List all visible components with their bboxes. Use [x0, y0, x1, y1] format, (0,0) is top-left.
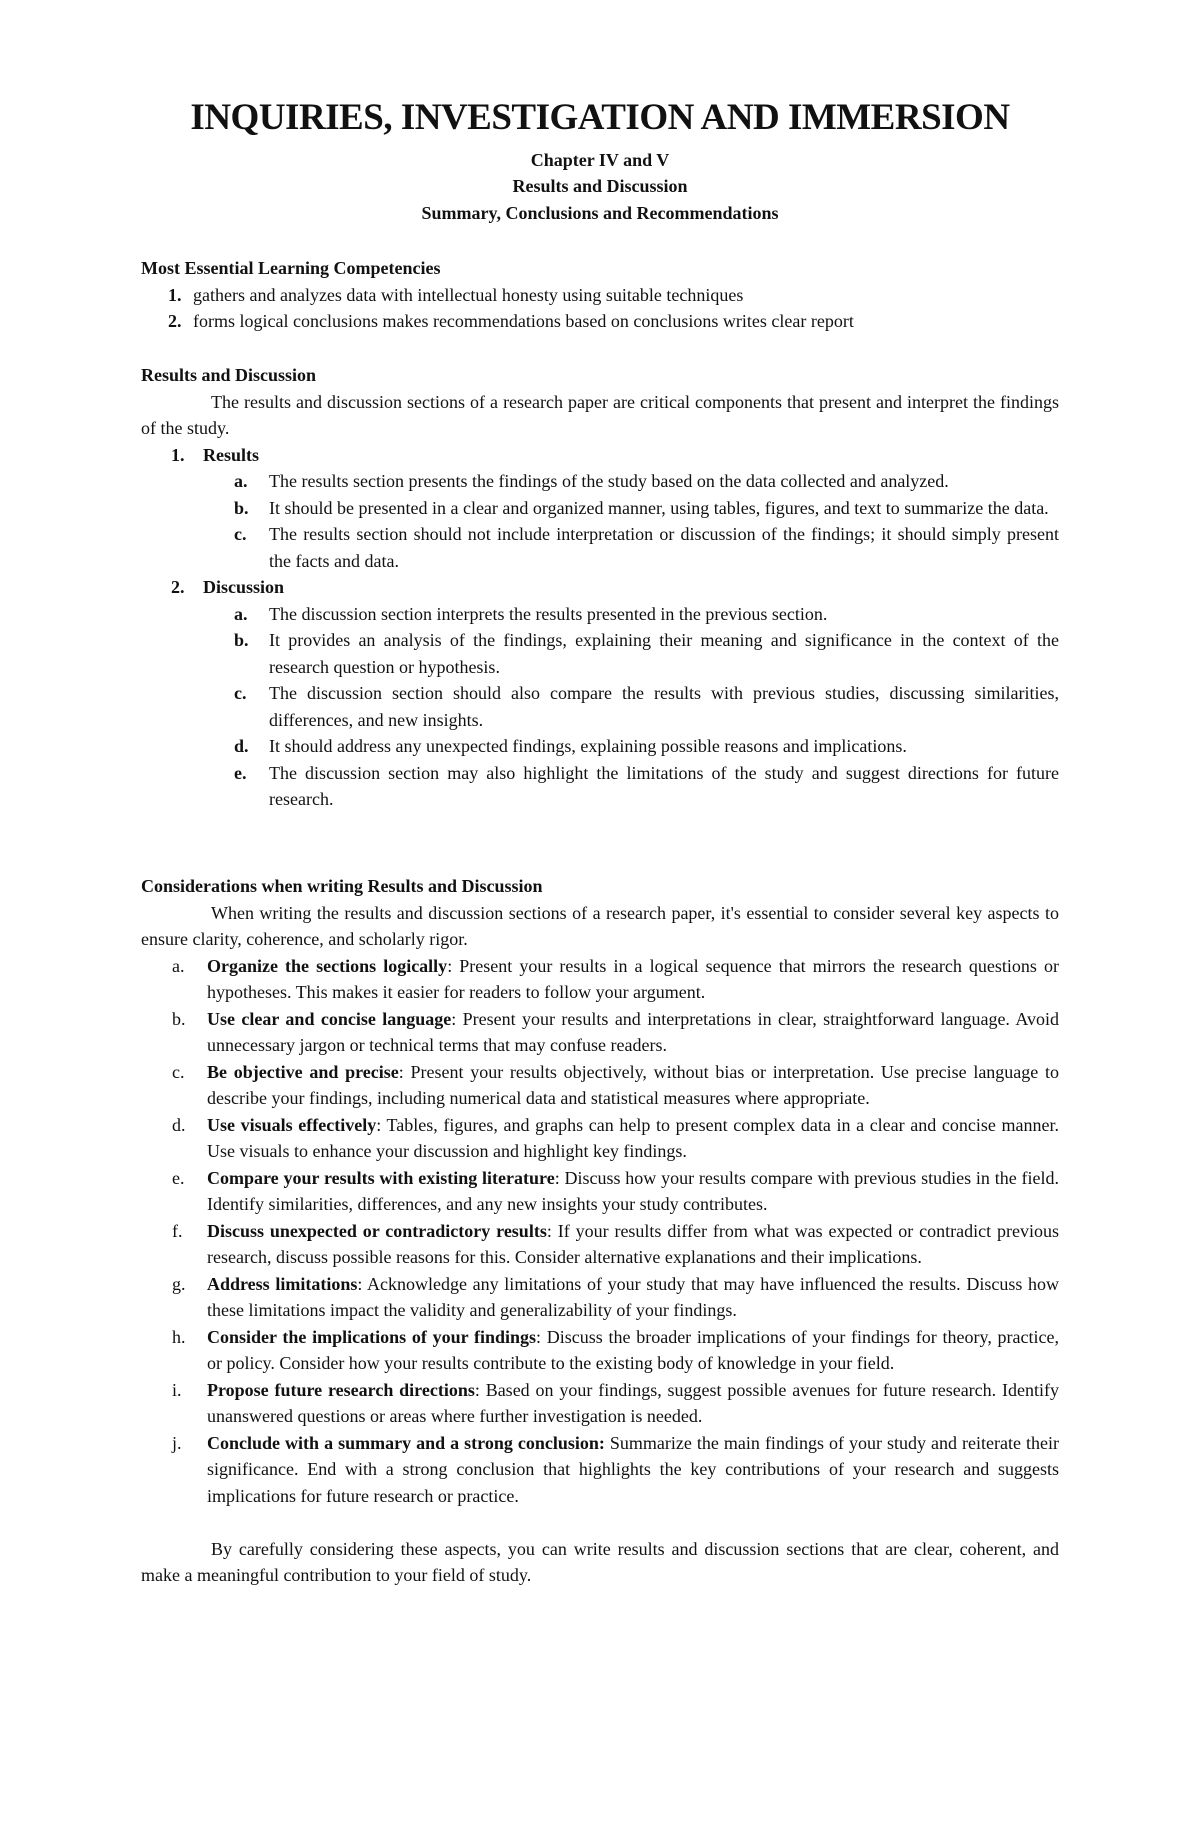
item-letter: f. [172, 1220, 183, 1241]
section-number: 2. [171, 577, 185, 597]
discussion-items [203, 601, 1059, 813]
list-item [141, 1059, 1059, 1112]
item-body: : Discuss the broader implications of your findings for theory, practice, or policy. Consider how your results contribute to the existing body of knowledge in your field. [207, 1326, 1059, 1373]
considerations-intro: When writing the results and discussion sections of a research paper, it's essential to consider several key aspects to ensure clarity, coherence, and scholarly rigor. [141, 902, 1059, 949]
item-text: It provides an analysis of the findings, explaining their meaning and significance in the context of the research question or hypothesis. [269, 630, 1059, 677]
chapter-subtitle: Chapter IV and V [530, 150, 670, 170]
list-item [203, 601, 1059, 628]
competency-text: gathers and analyzes data with intellectual honesty using suitable techniques [193, 284, 744, 305]
list-item [141, 1165, 1059, 1218]
item-heading: Consider the implications of your findings [207, 1326, 537, 1347]
item-text [207, 1377, 1059, 1430]
item-heading: Use clear and concise language [207, 1008, 452, 1029]
list-item [141, 1218, 1059, 1271]
list-item [203, 627, 1059, 680]
considerations-heading: Considerations when writing Results and Discussion [141, 876, 543, 896]
section-title-discussion [141, 574, 1059, 601]
results-discussion-heading: Results and Discussion [141, 365, 317, 385]
competency-text: forms logical conclusions makes recommendations based on conclusions writes clear report [193, 311, 854, 331]
item-text: It should be presented in a clear and organized manner, using tables, figures, and text to summarize the data. [269, 497, 1049, 518]
closing-paragraph: By carefully considering these aspects, you can write results and discussion sections that are clear, coherent, and make a meaningful contribution to your field of study. [141, 1538, 1059, 1585]
results-discussion-intro: The results and discussion sections of a research paper are critical components that present and interpret the findings of the study. [141, 391, 1059, 438]
item-letter: a. [172, 955, 185, 976]
item-letter: b. [172, 1008, 186, 1029]
item-text: The discussion section may also highlight the limitations of the study and suggest directions for future research. [269, 762, 1059, 809]
item-letter: j. [172, 1432, 182, 1453]
competency-number: 2. [168, 311, 182, 331]
item-body: Summarize the main findings of your study and reiterate their significance. End with a strong conclusion that highlights the key contributions of your research and suggests implications for future research or practice. [207, 1432, 1060, 1506]
item-heading: Discuss unexpected or contradictory results [207, 1220, 547, 1241]
item-text: The discussion section interprets the results presented in the previous section. [269, 603, 828, 624]
section-number: 1. [171, 444, 185, 465]
list-item [141, 953, 1059, 1006]
item-letter: b. [234, 497, 249, 518]
item-body: : Discuss how your results compare with previous studies in the field. Identify similarities, differences, and any new insights your study contributes. [207, 1167, 1059, 1214]
item-letter: d. [172, 1114, 186, 1135]
results-discussion-section [141, 362, 1059, 813]
item-text [207, 1059, 1059, 1112]
item-body: : Based on your findings, suggest possible avenues for future research. Identify unanswered questions or areas where further investigation is needed. [207, 1379, 1059, 1426]
item-text [207, 1324, 1059, 1377]
item-body: : Present your results and interpretations in clear, straightforward language. Avoid unnecessary jargon or technical terms that may confuse readers. [207, 1008, 1060, 1055]
summary-subtitle: Summary, Conclusions and Recommendations [421, 203, 779, 223]
item-text [207, 1112, 1059, 1165]
list-item [141, 1271, 1059, 1324]
item-letter: c. [172, 1061, 185, 1082]
list-item [203, 521, 1059, 574]
item-heading: Be objective and precise [207, 1061, 399, 1082]
section-title-results [141, 442, 1059, 469]
item-letter: e. [234, 762, 247, 783]
item-heading: Propose future research directions [207, 1379, 475, 1400]
list-item [203, 468, 1059, 495]
item-text [207, 1218, 1059, 1271]
item-letter: i. [172, 1379, 182, 1400]
list-item [203, 680, 1059, 733]
item-letter: a. [234, 471, 248, 491]
item-letter: g. [172, 1273, 186, 1294]
section-title: Discussion [203, 577, 285, 597]
item-letter: h. [172, 1326, 186, 1347]
list-item [141, 1324, 1059, 1377]
section-title: Results [203, 444, 260, 465]
item-text [207, 1165, 1059, 1218]
item-text [207, 1430, 1059, 1510]
item-body: : Present your results in a logical sequence that mirrors the research questions or hypotheses. This makes it easier for readers to follow your argument. [207, 955, 1059, 1002]
item-letter: e. [172, 1167, 185, 1188]
item-text: The results section presents the findings of the study based on the data collected and analyzed. [269, 471, 949, 491]
list-item [203, 495, 1059, 522]
spacer [141, 1509, 1059, 1536]
results-subtitle: Results and Discussion [512, 176, 688, 196]
item-letter: d. [234, 736, 249, 756]
item-text: The results section should not include interpretation or discussion of the findings; it should simply present the facts and data. [269, 524, 1059, 571]
list-item [141, 1430, 1059, 1510]
item-heading: Conclude with a summary and a strong conclusion: [207, 1432, 605, 1453]
item-heading: Use visuals effectively [207, 1114, 377, 1135]
competencies-heading: Most Essential Learning Competencies [141, 258, 441, 278]
considerations-section [141, 873, 1059, 1589]
competency-item [141, 308, 1059, 335]
item-heading: Address limitations [207, 1273, 358, 1294]
item-text [207, 1006, 1059, 1059]
competency-number: 1. [168, 284, 182, 305]
competencies-section [141, 255, 1059, 335]
item-body: : Tables, figures, and graphs can help to present complex data in a clear and concise manner. Use visuals to enhance your discussion and highlight key findings. [207, 1114, 1059, 1161]
item-body: : Present your results objectively, without bias or interpretation. Use precise language to describe your findings, including numerical data and statistical measures where appropriate. [207, 1061, 1059, 1108]
item-heading: Compare your results with existing literature [207, 1167, 555, 1188]
item-body: : If your results differ from what was expected or contradict previous research, discuss possible reasons for this. Consider alternative explanations and their implications. [207, 1220, 1059, 1267]
results-items [203, 468, 1059, 574]
list-item [141, 1377, 1059, 1430]
list-item [141, 1112, 1059, 1165]
item-letter: a. [234, 603, 248, 624]
page-title: INQUIRIES, INVESTIGATION AND IMMERSION [190, 97, 1010, 138]
item-letter: c. [234, 683, 247, 703]
item-text: The discussion section should also compare the results with previous studies, discussing similarities, differences, and new insights. [269, 683, 1059, 730]
item-text: It should address any unexpected findings, explaining possible reasons and implications. [269, 736, 907, 756]
item-heading: Organize the sections logically [207, 955, 448, 976]
list-item [203, 733, 1059, 760]
item-body: : Acknowledge any limitations of your study that may have influenced the results. Discuss how these limitations impact the validity and generalizability of your findings. [207, 1273, 1060, 1320]
competency-item [141, 282, 1059, 309]
item-text [207, 1271, 1059, 1324]
item-text [207, 953, 1059, 1006]
item-letter: b. [234, 630, 249, 650]
list-item [203, 760, 1059, 813]
list-item [141, 1006, 1059, 1059]
item-letter: c. [234, 524, 247, 544]
